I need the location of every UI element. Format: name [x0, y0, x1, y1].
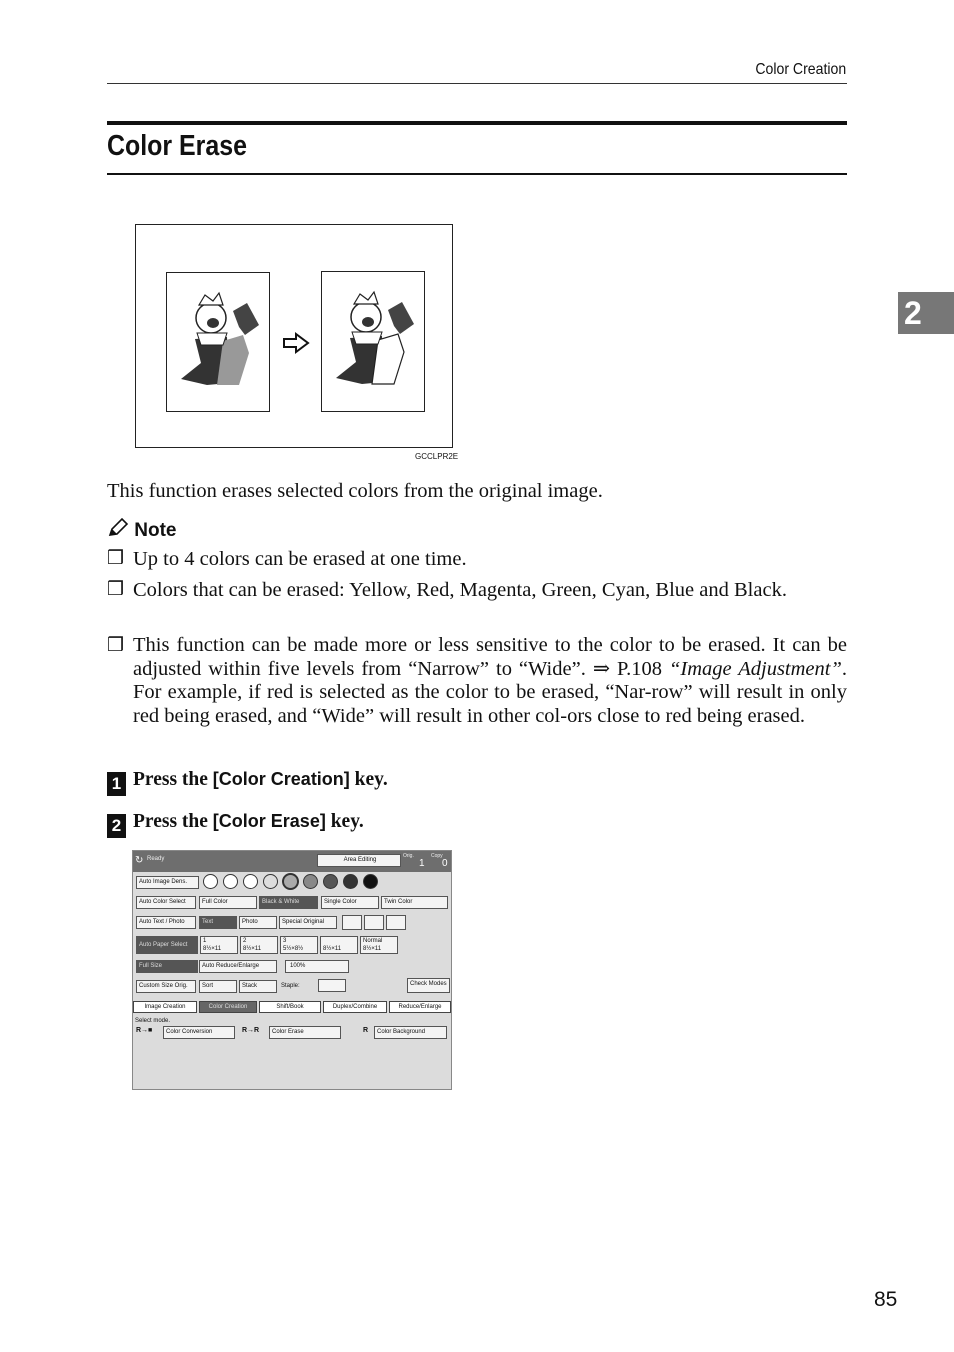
color-background-button[interactable]: Color Background — [374, 1026, 447, 1039]
checkbox-icon: ❒ — [107, 635, 125, 656]
stack-button[interactable]: Stack — [239, 980, 277, 993]
density-level-button[interactable] — [243, 874, 258, 889]
auto-paper-select-button[interactable]: Auto Paper Select — [136, 936, 198, 954]
orig-count: 1 — [419, 858, 425, 869]
paper-tray-lct[interactable]: 8½×11 — [320, 936, 358, 954]
original-type-icon[interactable] — [386, 915, 406, 930]
note-heading: Note — [107, 518, 177, 542]
clown-color-figure — [167, 273, 269, 411]
tab-duplex-combine[interactable]: Duplex/Combine — [323, 1001, 387, 1013]
twin-color-button[interactable]: Twin Color — [381, 896, 448, 909]
note-text: This function can be made more or less sensitive to the color to be erased. It can be adjusted within five levels from “Narrow” to “Wide”. ⇒ P.108 “Image Adjustment”. For example, if red is selected as the color to be erased, “Nar-row” will result in only red being erased, and “Wide” will result in other col-ors close to red being erased. — [133, 634, 848, 727]
chapter-tab: 2 — [898, 292, 954, 334]
checkbox-icon: ❒ — [107, 579, 125, 600]
tab-shift-book[interactable]: Shift/Book — [259, 1001, 321, 1013]
color-erase-icon: R→R — [242, 1027, 260, 1034]
title-rule-bottom — [107, 173, 847, 175]
hollow-arrow-right-icon — [282, 332, 310, 354]
pencil-icon — [107, 518, 129, 538]
checkbox-icon: ❒ — [107, 548, 125, 569]
running-header: Color Creation — [755, 61, 846, 78]
title-rule-top — [107, 121, 847, 125]
tab-reduce-enlarge[interactable]: Reduce/Enlarge — [389, 1001, 451, 1013]
note-item — [107, 578, 847, 602]
tab-color-creation[interactable]: Color Creation — [199, 1001, 257, 1013]
control-panel — [132, 850, 452, 1090]
step-number: 1 — [107, 772, 126, 796]
select-mode-label: Select mode. — [135, 1018, 171, 1024]
density-level-button[interactable] — [343, 874, 358, 889]
note-item — [107, 634, 847, 728]
paper-tray-2[interactable]: 2 8½×11 — [240, 936, 278, 954]
step-2: 2 Press the [Color Erase] key. — [107, 811, 364, 838]
auto-color-select-button[interactable]: Auto Color Select — [136, 896, 196, 909]
single-color-button[interactable]: Single Color — [321, 896, 379, 909]
tab-image-creation[interactable]: Image Creation — [133, 1001, 197, 1013]
original-type-icon[interactable] — [364, 915, 384, 930]
density-level-button[interactable] — [223, 874, 238, 889]
copy-label: Copy — [431, 853, 443, 859]
illustration-code: GCCLPR2E — [415, 452, 459, 461]
step-1: 1 Press the [Color Creation] key. — [107, 769, 388, 796]
auto-reduce-enlarge-button[interactable]: Auto Reduce/Enlarge — [199, 960, 277, 973]
bypass-tray[interactable]: Normal 8½×11 — [360, 936, 398, 954]
intro-paragraph: This function erases selected colors from the original image. — [107, 480, 603, 502]
color-conversion-button[interactable]: Color Conversion — [163, 1026, 235, 1039]
custom-size-original-button[interactable]: Custom Size Orig. — [136, 980, 196, 993]
ready-icon: ↻ — [135, 855, 144, 866]
auto-image-density-button[interactable]: Auto Image Dens. — [136, 876, 199, 889]
key-name: [Color Creation] — [212, 769, 350, 789]
full-color-button[interactable]: Full Color — [199, 896, 257, 909]
photo-mode-button[interactable]: Photo — [239, 916, 277, 929]
black-white-button[interactable]: Black & White — [259, 896, 318, 909]
paper-tray-3[interactable]: 3 5½×8½ — [280, 936, 318, 954]
density-level-button[interactable] — [303, 874, 318, 889]
status-text: Ready — [147, 856, 165, 862]
density-level-button[interactable] — [203, 874, 218, 889]
area-editing-button[interactable]: Area Editing — [317, 854, 401, 867]
check-modes-button[interactable]: Check Modes — [407, 978, 450, 993]
color-conversion-icon: R→■ — [136, 1027, 153, 1034]
illustration — [135, 224, 453, 448]
note-text: Colors that can be erased: Yellow, Red, Magenta, Green, Cyan, Blue and Black. — [133, 579, 787, 601]
density-level-button[interactable] — [283, 874, 298, 889]
page-number: 85 — [874, 1288, 898, 1311]
sort-button[interactable]: Sort — [199, 980, 237, 993]
text-mode-button[interactable]: Text — [199, 916, 237, 929]
clown-erased-figure — [322, 272, 424, 411]
erased-image-frame — [321, 271, 425, 412]
header-rule — [107, 83, 847, 84]
staple-position-button[interactable] — [318, 979, 346, 992]
special-original-button[interactable]: Special Original — [279, 916, 337, 929]
color-erase-button[interactable]: Color Erase — [269, 1026, 341, 1039]
copy-count: 0 — [442, 858, 448, 869]
auto-text-photo-button[interactable]: Auto Text / Photo — [136, 916, 196, 929]
note-item — [107, 547, 847, 571]
ratio-display: 100% — [285, 960, 349, 973]
density-level-button[interactable] — [323, 874, 338, 889]
staple-label: Staple: — [281, 983, 300, 989]
original-image-frame — [166, 272, 270, 412]
density-level-button[interactable] — [263, 874, 278, 889]
page-title: Color Erase — [107, 130, 248, 162]
paper-tray-1[interactable]: 1 8½×11 — [200, 936, 238, 954]
step-number: 2 — [107, 814, 126, 838]
color-background-icon: R — [363, 1027, 369, 1034]
note-text: Up to 4 colors can be erased at one time. — [133, 548, 467, 570]
density-level-button[interactable] — [363, 874, 378, 889]
full-size-button[interactable]: Full Size — [136, 960, 198, 973]
original-type-icon[interactable] — [342, 915, 362, 930]
orig-label: Orig. — [403, 853, 414, 859]
key-name: [Color Erase] — [212, 811, 326, 831]
